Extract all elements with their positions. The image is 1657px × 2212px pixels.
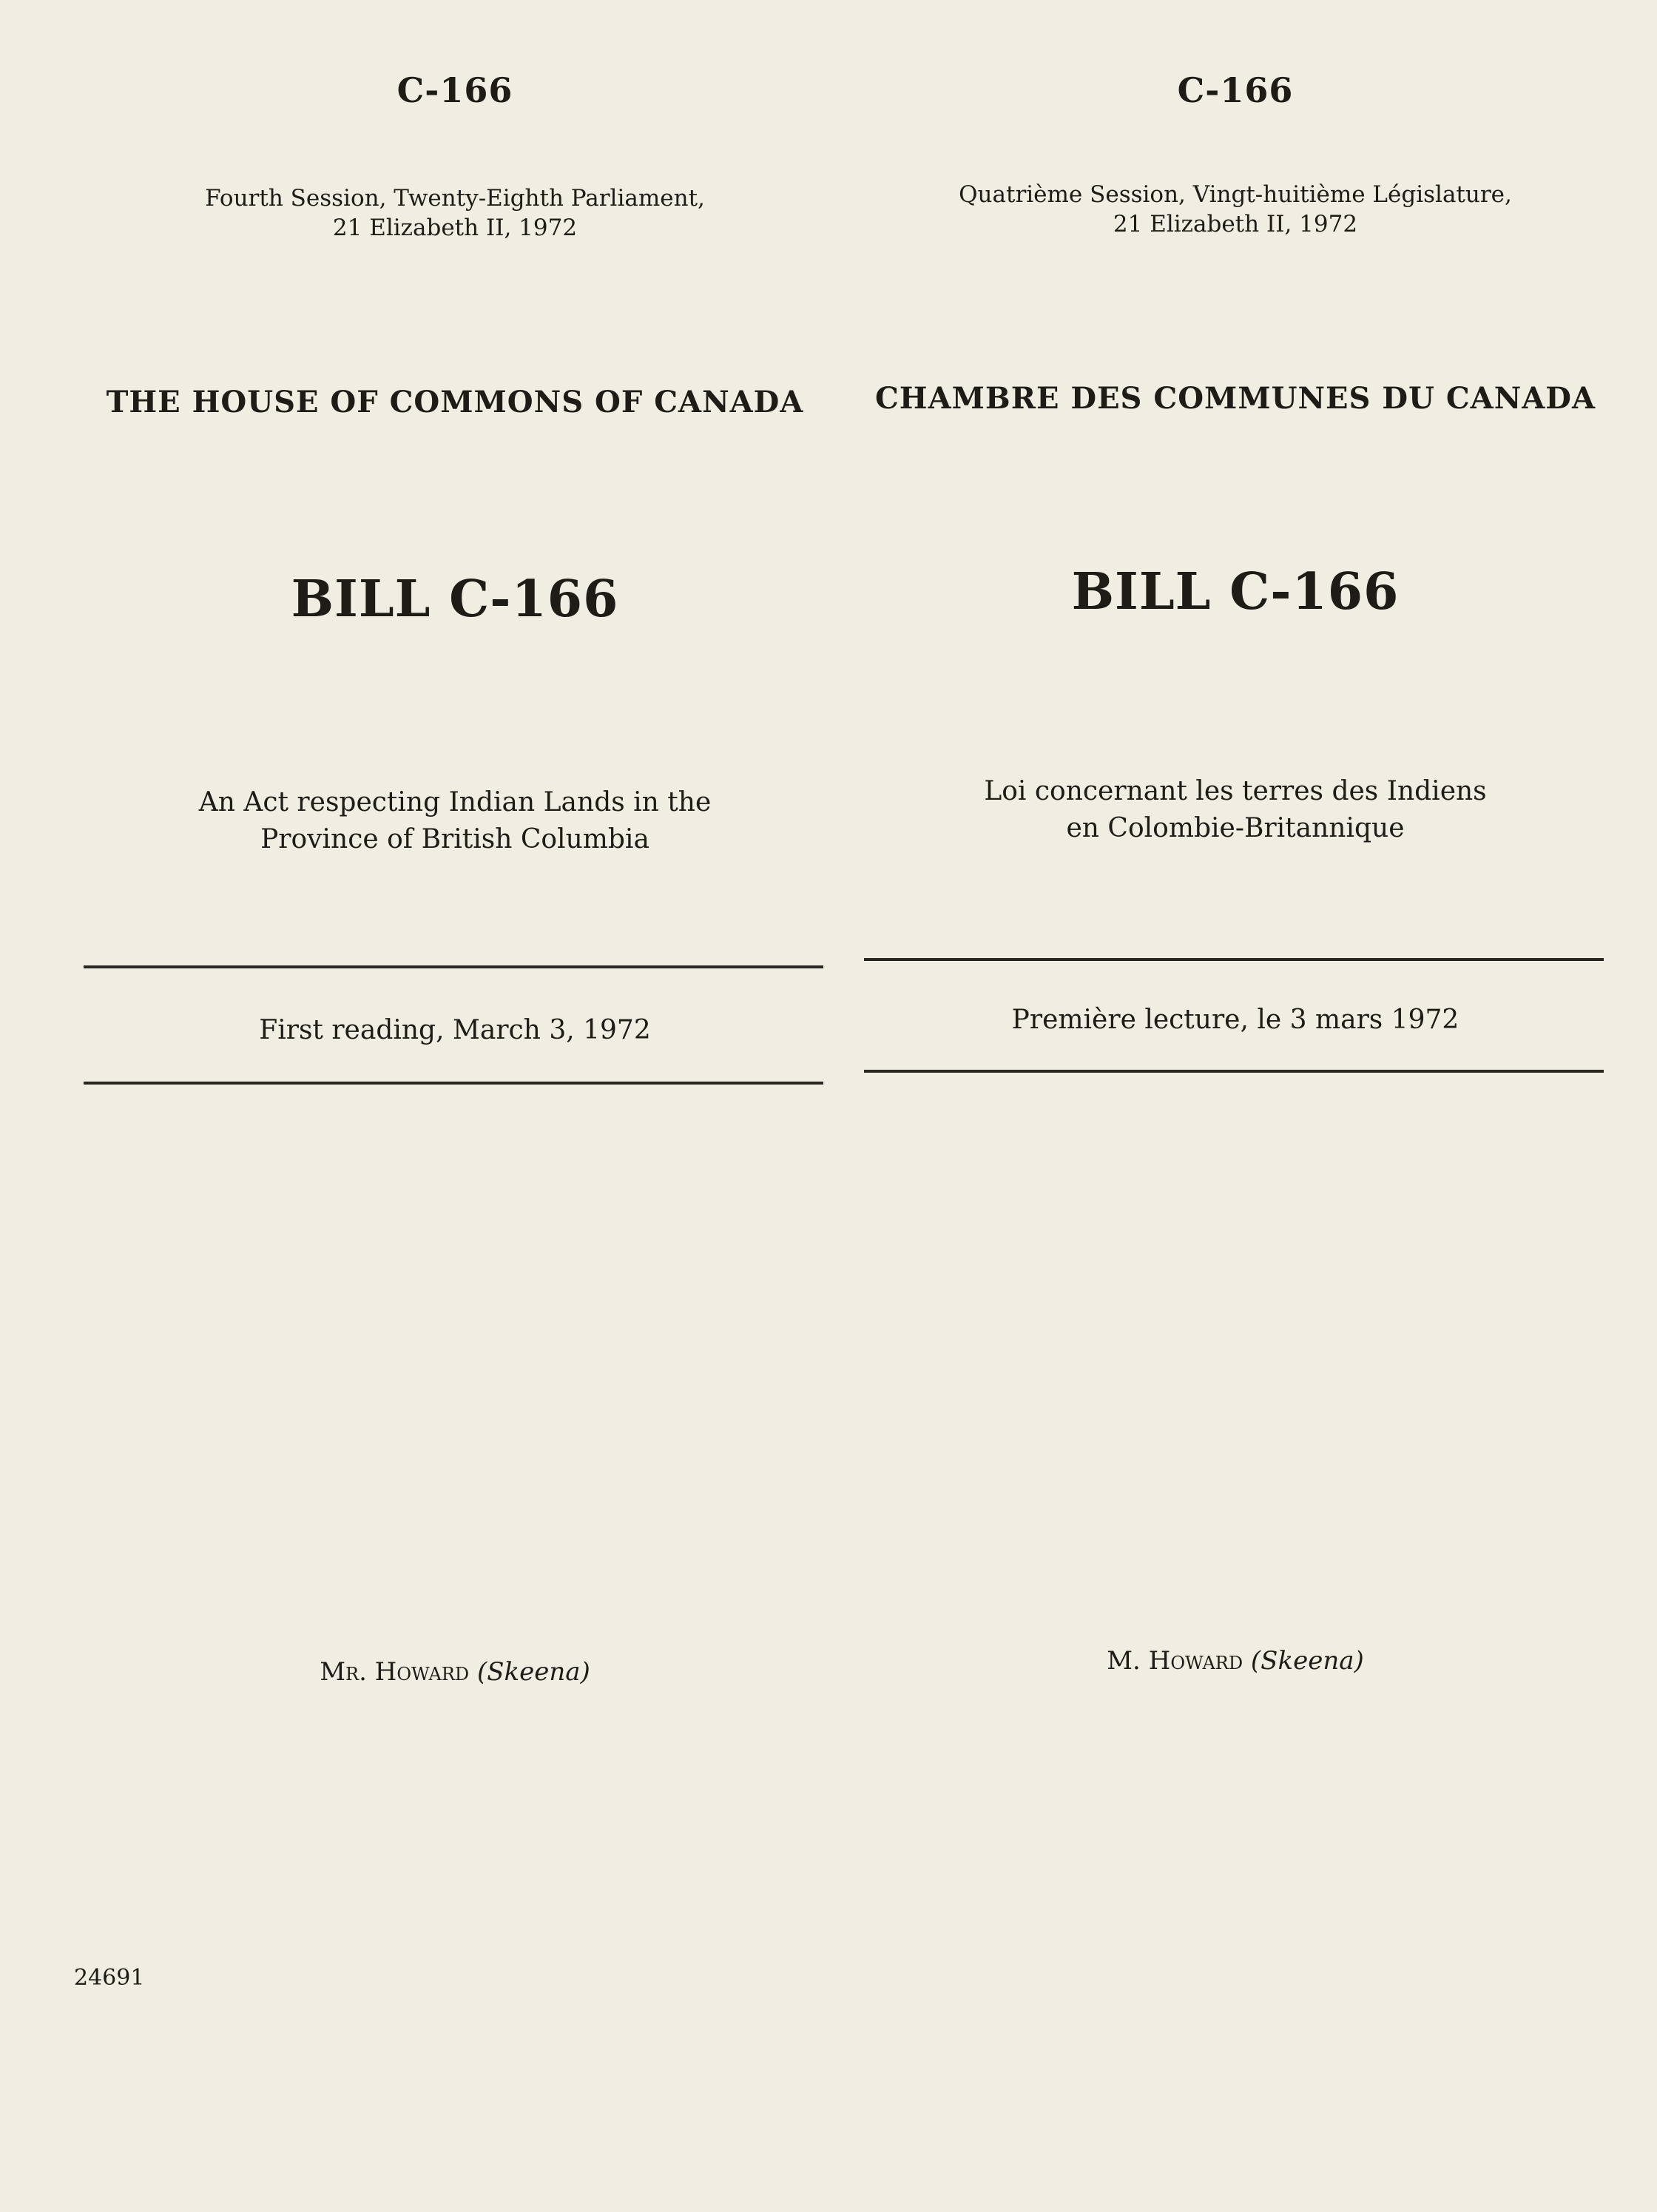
- act-title-line-2: en Colombie-Britannique: [1066, 813, 1405, 843]
- session-line-1: Fourth Session, Twenty-Eighth Parliament,: [205, 185, 705, 212]
- bill-title: BILL C-166: [1071, 562, 1400, 621]
- english-column: [78, 0, 832, 2212]
- bill-number-top: C-166: [396, 70, 513, 110]
- session-line-2: 21 Elizabeth II, 1972: [1113, 211, 1358, 237]
- sponsor: [858, 1646, 1613, 1676]
- act-title-line-2: Province of British Columbia: [260, 824, 649, 854]
- bill-number-top: C-166: [1177, 70, 1294, 110]
- sponsor-riding: (Skeena): [476, 1657, 590, 1687]
- divider-bottom: [864, 1070, 1604, 1073]
- divider-bottom: [84, 1082, 823, 1085]
- divider-top: [84, 965, 823, 968]
- act-title: [78, 784, 832, 858]
- session-line-1: Quatrième Session, Vingt-huitième Législature,: [959, 181, 1512, 208]
- session-info: [78, 183, 832, 243]
- session-info: [858, 180, 1613, 239]
- first-reading: First reading, March 3, 1972: [259, 1015, 651, 1045]
- sponsor-riding: (Skeena): [1250, 1646, 1364, 1676]
- sponsor-name: M. Howard: [1107, 1646, 1243, 1676]
- page-number: 24691: [74, 1965, 145, 1991]
- house-heading: THE HOUSE OF COMMONS OF CANADA: [106, 385, 804, 419]
- session-line-2: 21 Elizabeth II, 1972: [332, 215, 578, 241]
- sponsor: [78, 1657, 832, 1687]
- act-title-line-1: Loi concernant les terres des Indiens: [984, 776, 1487, 806]
- bill-title: BILL C-166: [291, 570, 619, 629]
- first-reading: Première lecture, le 3 mars 1972: [1011, 1005, 1459, 1035]
- french-column: [858, 0, 1613, 2212]
- act-title-line-1: An Act respecting Indian Lands in the: [198, 787, 712, 817]
- act-title: [858, 773, 1613, 847]
- divider-top: [864, 958, 1604, 961]
- house-heading: CHAMBRE DES COMMUNES DU CANADA: [874, 381, 1596, 416]
- sponsor-name: Mr. Howard: [320, 1657, 470, 1687]
